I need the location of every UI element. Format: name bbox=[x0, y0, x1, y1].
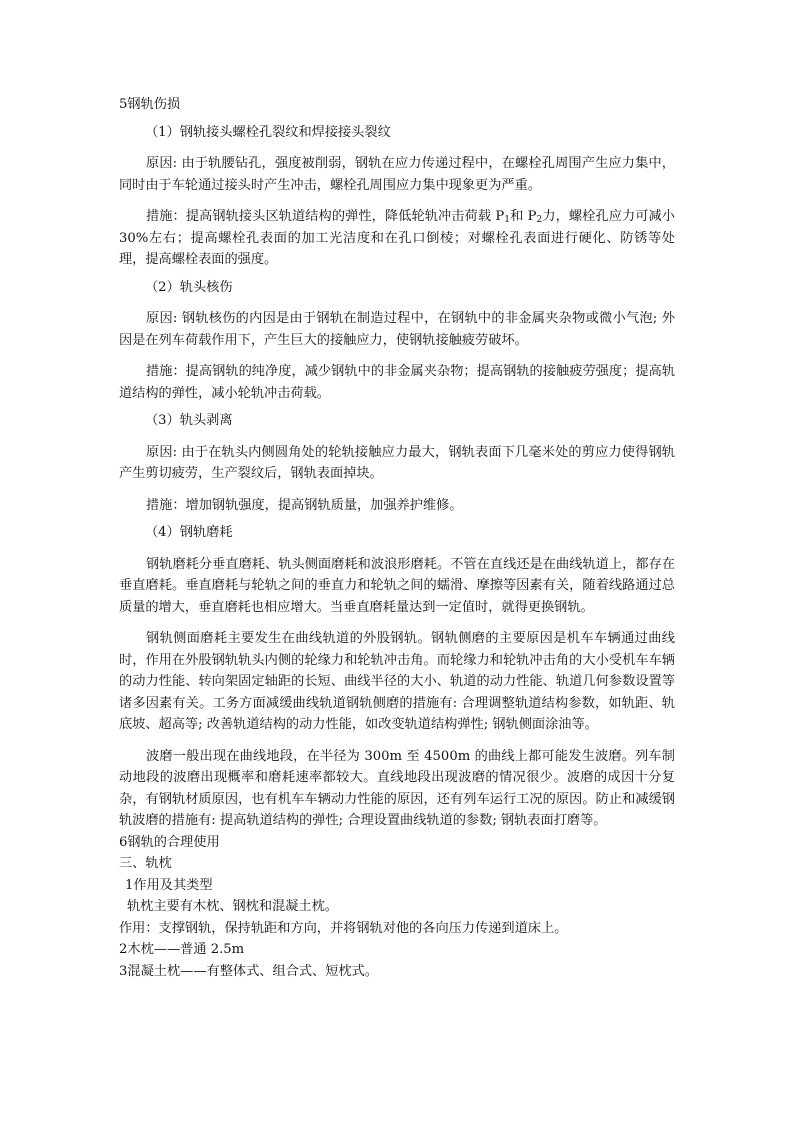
paragraph-nucleus-reason: 原因: 钢轨核伤的内因是由于钢轨在制造过程中，在钢轨中的非金属夹杂物或微小气泡; 外因是在列车荷载作用下，产生巨大的接触应力，使钢轨接触疲劳破坏。 bbox=[119, 311, 675, 348]
paragraph-spalling-reason: 原因: 由于在轨头内侧圆角处的轮轨接触应力最大，钢轨表面下几毫米处的剪应力使得钢轨产生剪切疲劳，生产裂纹后，钢轨表面掉块。 bbox=[119, 444, 675, 481]
item-wood-sleeper: 2木枕——普通 2.5m bbox=[119, 942, 245, 957]
item-concrete-sleeper: 3混凝土枕——有整体式、组合式、短枕式。 bbox=[119, 963, 378, 979]
paragraph-spalling-measures: 措施：增加钢轨强度，提高钢轨质量，加强养护维修。 bbox=[146, 497, 463, 513]
paragraph-nucleus-measures: 措施：提高钢轨的纯净度，减少钢轨中的非金属夹杂物；提高钢轨的接触疲劳强度；提高轨道结构的弹性，减小轮轨冲击荷载。 bbox=[119, 364, 675, 401]
subscript-2: 2 bbox=[536, 215, 543, 225]
text-sleeper-function: 作用：支撑钢轨，保持轨距和方向，并将钢轨对他的各向压力传递到道床上。 bbox=[119, 920, 568, 936]
paragraph-wear-corrugation: 波磨一般出现在曲线地段，在半径为 300m 至 4500m 的曲线上都可能发生波磨。列车制动地段的波磨出现概率和磨耗速率都较大。直线地段出现波磨的情况很少。波磨的成因十分复杂，有钢轨材质原因，也有机车车辆动力性能的原因，还有列车运行工况的原因。防止和减缓钢轨波磨的措施有: 提高轨道结构的弹性; 合理设置曲线轨道的参数; 钢轨表面打磨等。 bbox=[119, 748, 675, 828]
paragraph-wear-side: 钢轨侧面磨耗主要发生在曲线轨道的外股钢轨。钢轨侧磨的主要原因是机车车辆通过曲线时，作用在外股钢轨轨头内侧的轮缘力和轮轨冲击角。而轮缘力和轮轨冲击角的大小受机车车辆的动力性能、转向架固定轴距的长短、曲线半径的大小、轨道的动力性能、轨道几何参数设置等诸多因素有关。工务方面减缓曲线轨道钢轨侧磨的措施有: 合理调整轨道结构参数，如轨距、轨底坡、超高等; 改善轨道结构的动力性能，如改变轨道结构弹性; 钢轨侧面涂油等。 bbox=[119, 631, 675, 732]
heading-rail-damage: 5钢轨伤损 bbox=[119, 97, 181, 112]
document-body bbox=[119, 94, 675, 982]
heading-rail-rational-use: 6钢轨的合理使用 bbox=[119, 834, 220, 850]
subheading-head-spalling: （3）轨头剥离 bbox=[145, 413, 233, 428]
subheading-head-nucleus-flaw: （2）轨头核伤 bbox=[145, 279, 233, 295]
measure-text-a: 措施：提高钢轨接头区轨道结构的弹性，降低轮轨冲击荷载 P bbox=[146, 209, 505, 224]
subheading-bolt-hole-cracks: （1）钢轨接头螺栓孔裂纹和焊接接头裂纹 bbox=[145, 124, 391, 140]
paragraph-bolt-hole-measures bbox=[119, 206, 675, 271]
subscript-1: 1 bbox=[504, 215, 510, 225]
measure-text-b: 和 P bbox=[510, 209, 537, 224]
text-sleeper-types: 轨枕主要有木枕、钢枕和混凝土枕。 bbox=[127, 899, 338, 914]
paragraph-bolt-hole-reason: 原因: 由于轨腰钻孔，强度被削弱，钢轨在应力传递过程中，在螺栓孔周围产生应力集中，同时由于车轮通过接头时产生冲击，螺栓孔周围应力集中现象更为严重。 bbox=[119, 156, 675, 193]
measure-text-c: 力，螺栓孔应力可减小 30%左右；提高螺栓孔表面的加工光洁度和在孔口倒棱；对螺栓孔表面进行硬化、防锈等处理，提高螺栓表面的强度。 bbox=[119, 209, 675, 267]
item-sleeper-function-types: 1作用及其类型 bbox=[125, 877, 213, 893]
heading-sleepers: 三、轨枕 bbox=[119, 856, 172, 871]
paragraph-wear-vertical: 钢轨磨耗分垂直磨耗、轨头侧面磨耗和波浪形磨耗。不管在直线还是在曲线轨道上，都存在垂直磨耗。垂直磨耗与轮轨之间的垂直力和轮轨之间的蠕滑、摩擦等因素有关，随着线路通过总质量的增大，垂直磨耗也相应增大。当垂直磨耗量达到一定值时，就得更换钢轨。 bbox=[119, 556, 675, 615]
subheading-rail-wear: （4）钢轨磨耗 bbox=[145, 525, 233, 540]
